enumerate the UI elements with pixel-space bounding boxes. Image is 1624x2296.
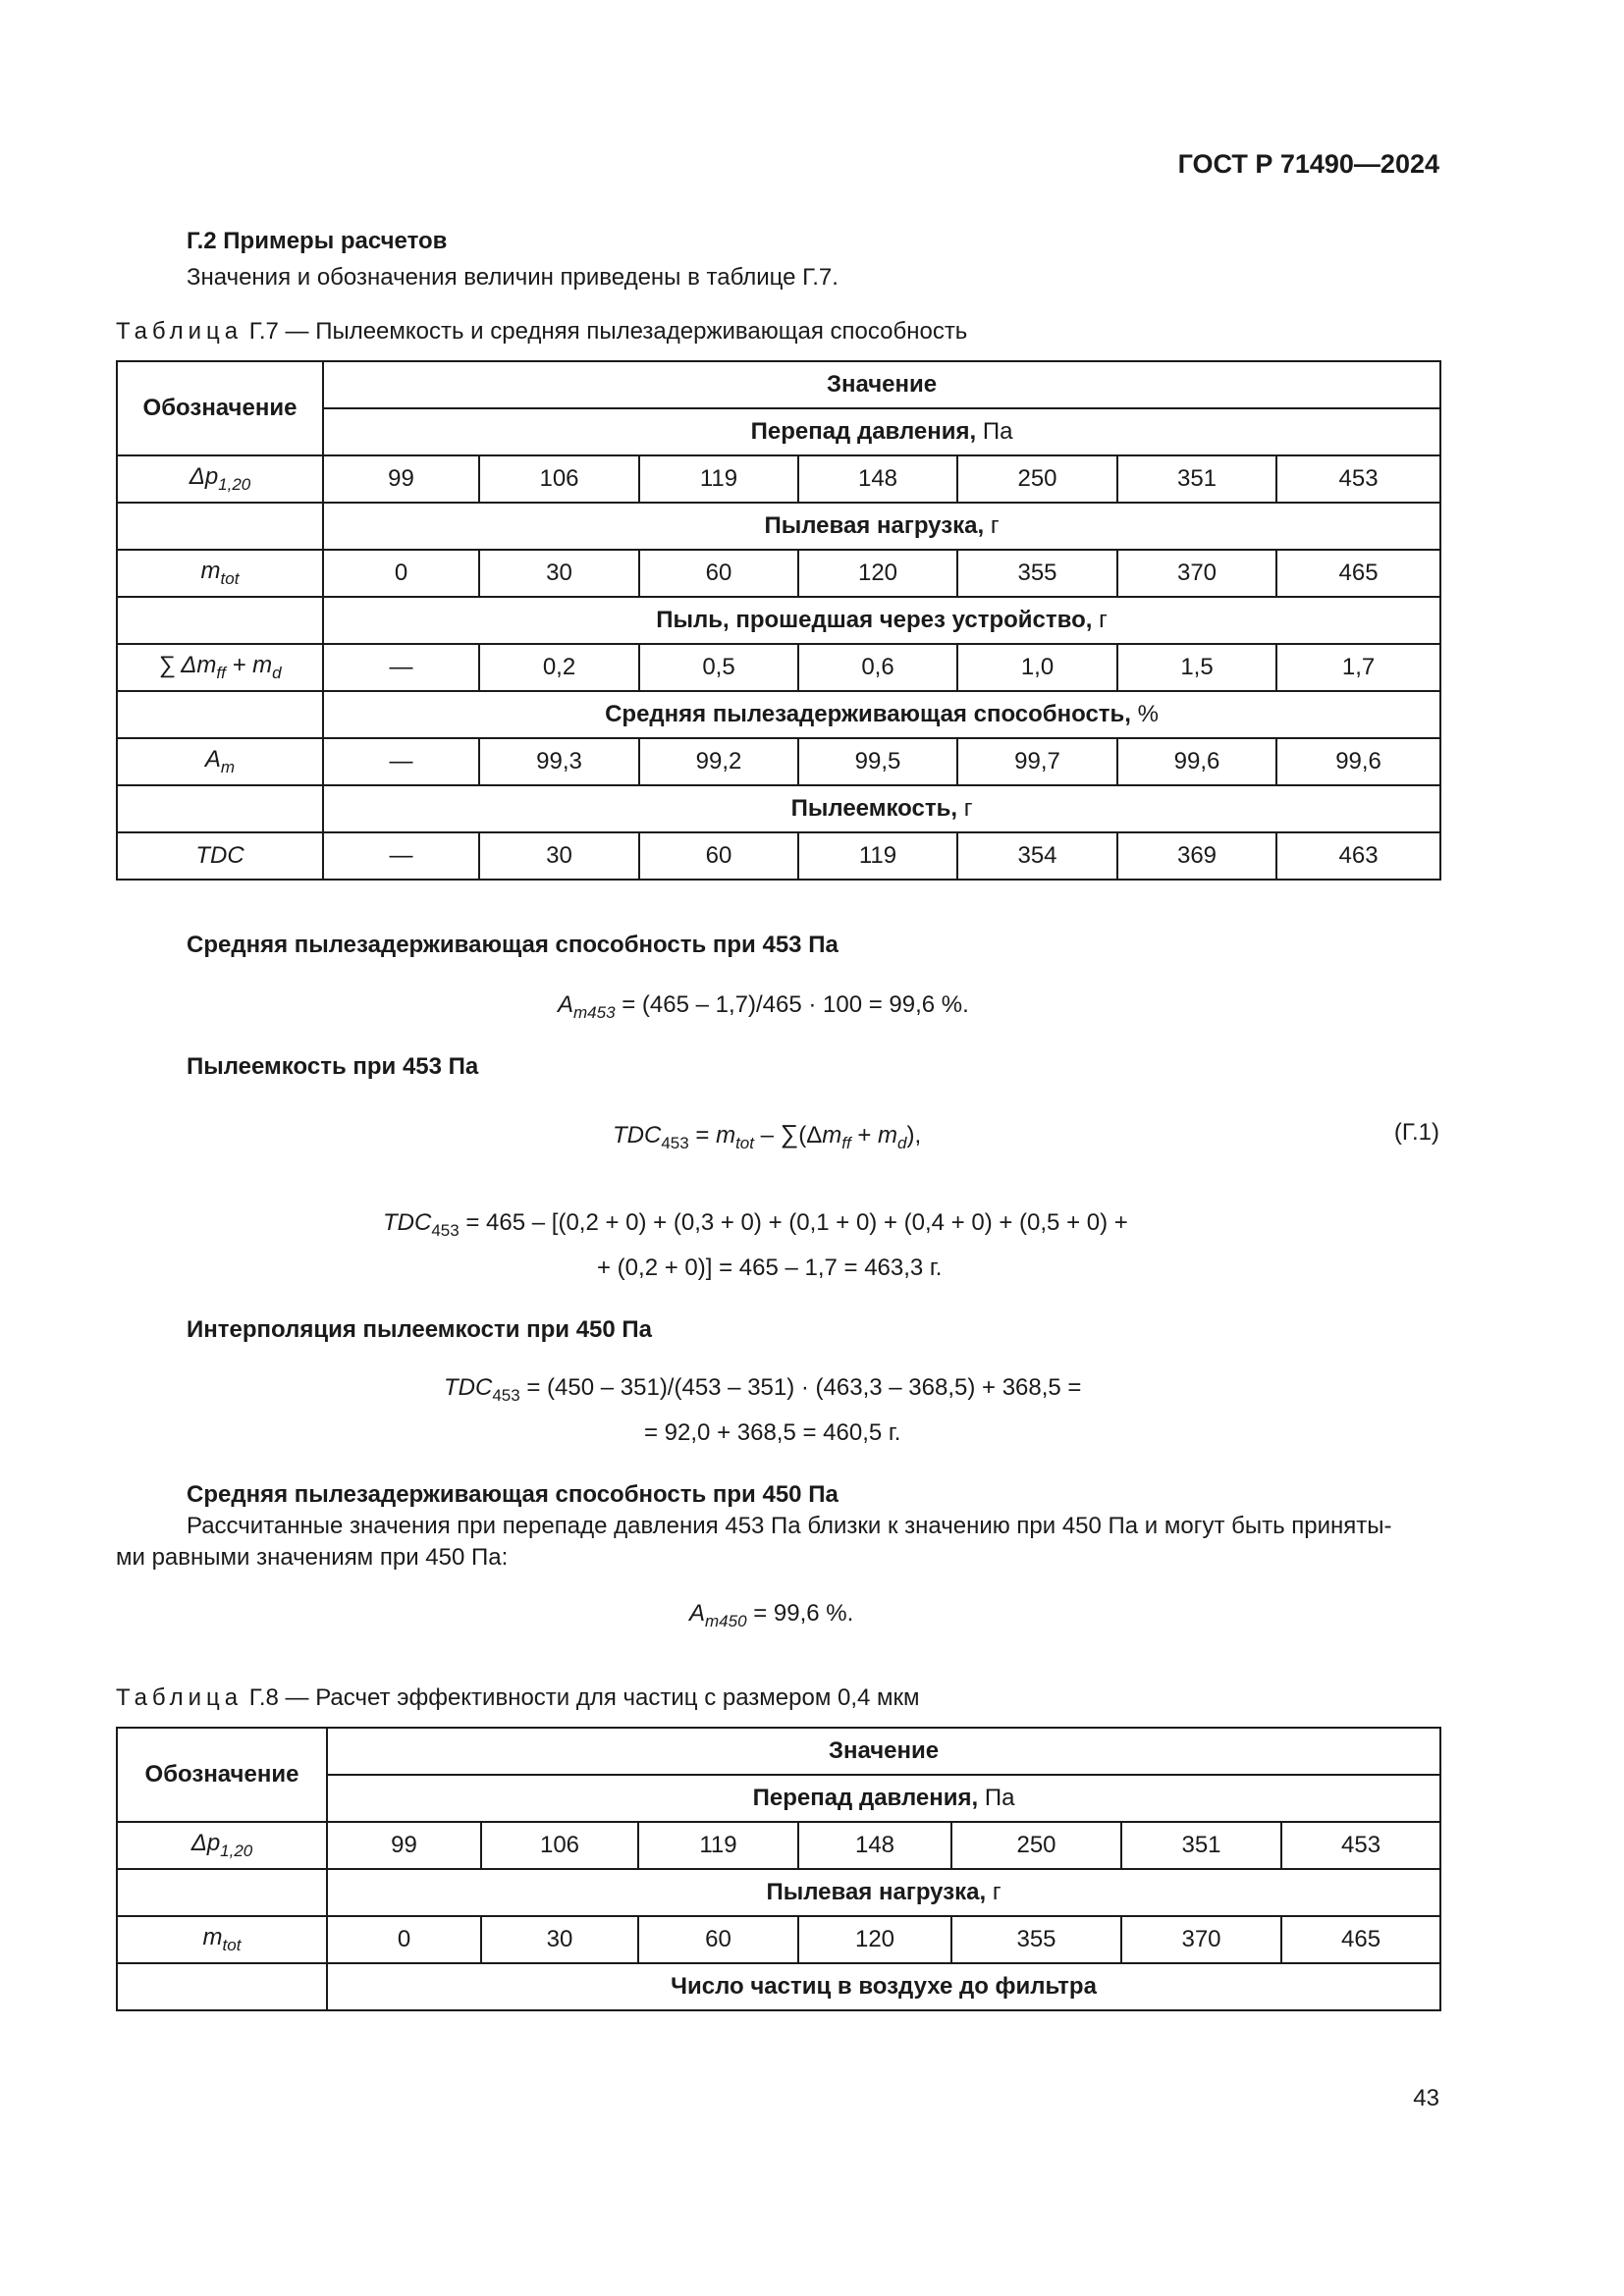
formula-part: (Δ xyxy=(798,1122,823,1148)
table7-caption xyxy=(116,318,967,346)
calc-heading-4: Средняя пылезадерживающая способность при 450 Па xyxy=(187,1481,839,1508)
table8-caption-text: Г.8 — Расчет эффективности для частиц с размером 0,4 мкм xyxy=(248,1684,920,1711)
group-header xyxy=(327,1775,1440,1822)
table-7 xyxy=(116,360,1441,881)
value-cell: 99,3 xyxy=(479,738,639,785)
group-header xyxy=(323,503,1440,550)
table-row xyxy=(117,1822,1440,1869)
empty-cell xyxy=(117,785,323,832)
group-header xyxy=(327,1869,1440,1916)
symbol-text: m xyxy=(200,558,221,584)
value-cell: 119 xyxy=(639,455,798,503)
value-cell: 106 xyxy=(481,1822,638,1869)
formula-part: m xyxy=(878,1122,898,1148)
value-cell: — xyxy=(323,832,479,880)
group-header-row xyxy=(117,503,1440,550)
formula-part: – xyxy=(753,1122,781,1148)
symbol-cell xyxy=(117,1916,327,1963)
table7-caption-label: Таблица xyxy=(116,318,244,345)
value-cell: 465 xyxy=(1276,550,1440,597)
table7-body xyxy=(117,361,1440,880)
value-cell: 0,5 xyxy=(639,644,798,691)
formula-interpolation-line2: = 92,0 + 368,5 = 460,5 г. xyxy=(644,1419,901,1446)
group-unit: г xyxy=(990,512,1000,539)
formula-subscript: ff xyxy=(841,1134,851,1152)
value-cell: 60 xyxy=(639,832,798,880)
value-cell: 120 xyxy=(798,1916,951,1963)
formula-subscript: 453 xyxy=(431,1221,460,1240)
value-cell: 370 xyxy=(1121,1916,1281,1963)
symbol-text: A xyxy=(204,746,221,773)
value-cell: 355 xyxy=(951,1916,1121,1963)
calc-heading-3: Интерполяция пылеемкости при 450 Па xyxy=(187,1316,652,1343)
group-unit: г xyxy=(1099,607,1108,633)
formula-part: m xyxy=(822,1122,842,1148)
symbol-subscript: m xyxy=(220,758,236,776)
value-cell: 99,7 xyxy=(957,738,1117,785)
empty-cell xyxy=(117,1869,327,1916)
symbol-subscript: tot xyxy=(220,569,240,588)
value-cell: 60 xyxy=(638,1916,798,1963)
group-unit: % xyxy=(1137,701,1159,727)
value-cell: 1,7 xyxy=(1276,644,1440,691)
formula-am453 xyxy=(558,991,969,1023)
value-cell: — xyxy=(323,738,479,785)
formula-number: (Г.1) xyxy=(1393,1119,1439,1146)
group-header xyxy=(323,408,1440,455)
column-header-value: Значение xyxy=(327,1728,1440,1775)
group-unit: г xyxy=(992,1879,1001,1905)
group-unit: Па xyxy=(982,418,1013,445)
table7-caption-text: Г.7 — Пылеемкость и средняя пылезадерживающая способность xyxy=(248,318,968,345)
group-header-row xyxy=(117,1869,1440,1916)
formula-body: = 99,6 %. xyxy=(746,1600,854,1627)
value-cell: 106 xyxy=(479,455,639,503)
table8-caption-label: Таблица xyxy=(116,1684,244,1711)
value-cell: 119 xyxy=(798,832,957,880)
formula-symbol: TDC xyxy=(613,1122,662,1148)
value-cell: 369 xyxy=(1117,832,1276,880)
symbol-cell xyxy=(117,644,323,691)
formula-subscript: 453 xyxy=(492,1386,520,1405)
value-cell: 463 xyxy=(1276,832,1440,880)
table8-caption xyxy=(116,1684,920,1712)
formula-symbol: A xyxy=(558,991,574,1018)
group-unit: Па xyxy=(984,1785,1015,1811)
symbol-cell xyxy=(117,738,323,785)
group-title: Пыль, прошедшая через устройство, xyxy=(656,607,1093,633)
formula-subscript: tot xyxy=(735,1134,754,1152)
formula-am450 xyxy=(689,1600,853,1631)
group-title: Средняя пылезадерживающая способность, xyxy=(605,701,1131,727)
formula-part: = xyxy=(688,1122,717,1148)
formula-symbol: TDC xyxy=(383,1209,432,1236)
value-cell: 99,5 xyxy=(798,738,957,785)
value-cell: 370 xyxy=(1117,550,1276,597)
value-cell: 453 xyxy=(1276,455,1440,503)
column-header-value: Значение xyxy=(323,361,1440,408)
formula-tdc453-sum xyxy=(383,1209,1128,1241)
table-row xyxy=(117,1916,1440,1963)
value-cell: 0,2 xyxy=(479,644,639,691)
symbol-cell xyxy=(117,455,323,503)
formula-subscript: m450 xyxy=(705,1612,747,1630)
section-title: Г.2 Примеры расчетов xyxy=(187,228,448,254)
value-cell: 465 xyxy=(1281,1916,1440,1963)
value-cell: 119 xyxy=(638,1822,798,1869)
table-row xyxy=(117,455,1440,503)
empty-cell xyxy=(117,503,323,550)
value-cell: 30 xyxy=(481,1916,638,1963)
formula-part: ), xyxy=(906,1122,922,1148)
column-header-symbol: Обозначение xyxy=(117,1728,327,1822)
formula-body: = (450 – 351)/(453 – 351) · (463,3 – 368,5) + 368,5 = xyxy=(519,1374,1082,1401)
group-header: Число частиц в воздухе до фильтра xyxy=(327,1963,1440,2010)
table-row xyxy=(117,832,1440,880)
value-cell: 354 xyxy=(957,832,1117,880)
group-header-row xyxy=(117,597,1440,644)
value-cell: 250 xyxy=(957,455,1117,503)
formula-tdc453-sum-line2: + (0,2 + 0)] = 465 – 1,7 = 463,3 г. xyxy=(597,1255,943,1281)
value-cell: 99,6 xyxy=(1276,738,1440,785)
value-cell: 1,0 xyxy=(957,644,1117,691)
group-title: Пылеемкость, xyxy=(790,795,958,822)
symbol-text: m xyxy=(202,1924,223,1950)
page-number: 43 xyxy=(1413,2085,1439,2111)
empty-cell xyxy=(117,597,323,644)
document-code: ГОСТ Р 71490—2024 xyxy=(1177,149,1439,179)
value-cell: 60 xyxy=(639,550,798,597)
value-cell: 355 xyxy=(957,550,1117,597)
formula-body: = 465 – [(0,2 + 0) + (0,3 + 0) + (0,1 + 0) + (0,4 + 0) + (0,5 + 0) + xyxy=(459,1209,1128,1236)
formula-subscript: d xyxy=(897,1134,907,1152)
formula-part: m xyxy=(716,1122,736,1148)
symbol-subscript: 1,20 xyxy=(220,1842,253,1860)
group-title: Перепад давления, xyxy=(752,1785,979,1811)
formula-symbol: A xyxy=(689,1600,706,1627)
group-title: Пылевая нагрузка, xyxy=(766,1879,987,1905)
table-row xyxy=(117,644,1440,691)
table-header-row xyxy=(117,1728,1440,1775)
symbol-text: Δp xyxy=(190,1830,221,1856)
group-header xyxy=(323,785,1440,832)
value-cell: 30 xyxy=(479,550,639,597)
value-cell: 99,6 xyxy=(1117,738,1276,785)
formula-interpolation xyxy=(444,1374,1081,1406)
symbol-subscript: ff xyxy=(216,664,226,682)
group-header-row xyxy=(117,785,1440,832)
group-unit: г xyxy=(963,795,973,822)
symbol-text: TDC xyxy=(195,842,244,869)
value-cell: 250 xyxy=(951,1822,1121,1869)
empty-cell xyxy=(117,1963,327,2010)
table-row xyxy=(117,550,1440,597)
value-cell: 99 xyxy=(323,455,479,503)
formula-symbol: TDC xyxy=(444,1374,493,1401)
table8-body xyxy=(117,1728,1440,2010)
formula-subscript: m453 xyxy=(573,1003,616,1022)
symbol-cell xyxy=(117,550,323,597)
sum-symbol: ∑ xyxy=(780,1119,799,1148)
table-row xyxy=(117,738,1440,785)
value-cell: 0 xyxy=(327,1916,481,1963)
symbol-subscript: 1,20 xyxy=(218,475,251,494)
table-header-row xyxy=(117,361,1440,408)
value-cell: 30 xyxy=(479,832,639,880)
value-cell: 1,5 xyxy=(1117,644,1276,691)
empty-cell xyxy=(117,691,323,738)
formula-body: = (465 – 1,7)/465 · 100 = 99,6 %. xyxy=(615,991,969,1018)
group-title: Перепад давления, xyxy=(750,418,977,445)
symbol-cell xyxy=(117,832,323,880)
value-cell: 0 xyxy=(323,550,479,597)
group-header xyxy=(323,597,1440,644)
value-cell: 351 xyxy=(1117,455,1276,503)
formula-subscript: 453 xyxy=(661,1134,689,1152)
formula-part: + xyxy=(850,1122,879,1148)
value-cell: 120 xyxy=(798,550,957,597)
group-header-row xyxy=(117,1963,1440,2010)
group-title: Пылевая нагрузка, xyxy=(764,512,985,539)
value-cell: — xyxy=(323,644,479,691)
value-cell: 148 xyxy=(798,1822,951,1869)
symbol-subscript: d xyxy=(272,664,282,682)
value-cell: 0,6 xyxy=(798,644,957,691)
section-intro: Значения и обозначения величин приведены в таблице Г.7. xyxy=(187,264,839,291)
column-header-symbol: Обозначение xyxy=(117,361,323,455)
calc-heading-1: Средняя пылезадерживающая способность при 453 Па xyxy=(187,932,839,958)
symbol-text: Δp xyxy=(189,463,219,490)
symbol-subscript: tot xyxy=(222,1936,242,1954)
value-cell: 99,2 xyxy=(639,738,798,785)
symbol-text: ∑ Δm xyxy=(158,652,217,678)
value-cell: 148 xyxy=(798,455,957,503)
value-cell: 351 xyxy=(1121,1822,1281,1869)
value-cell: 99 xyxy=(327,1822,481,1869)
calc-heading-2: Пылеемкость при 453 Па xyxy=(187,1053,479,1080)
group-header xyxy=(323,691,1440,738)
group-header-row xyxy=(117,691,1440,738)
paragraph-line-1: Рассчитанные значения при перепаде давления 453 Па близки к значению при 450 Па и могут быть приняты- xyxy=(187,1513,1392,1539)
value-cell: 453 xyxy=(1281,1822,1440,1869)
symbol-text: + m xyxy=(225,652,273,678)
table-8 xyxy=(116,1727,1441,2011)
paragraph-line-2: ми равными значениям при 450 Па: xyxy=(116,1544,509,1571)
symbol-cell xyxy=(117,1822,327,1869)
